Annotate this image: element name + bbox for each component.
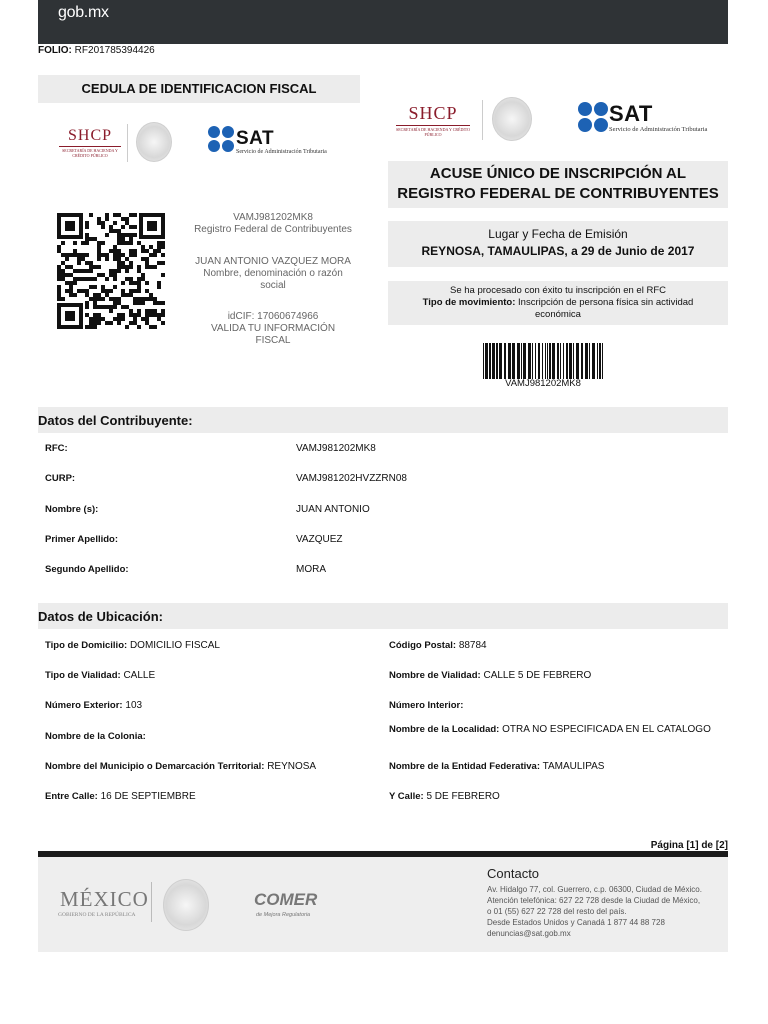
shcp-logo-left: [55, 127, 125, 158]
shcp-logo-right: [392, 103, 474, 137]
ubicacion-label: Y Calle:: [389, 791, 424, 802]
ubicacion-value: DOMICILIO FISCAL: [129, 640, 220, 651]
ubicacion-value: 5 DE FEBRERO: [426, 791, 500, 802]
logo-divider: [127, 124, 128, 162]
shcp-subtitle: SECRETARÍA DE HACIENDA Y CRÉDITO PÚBLICO: [62, 148, 118, 158]
ubicacion-cell: [45, 731, 375, 742]
qr-code-icon: [57, 213, 165, 329]
lugar-label: Lugar y Fecha de Emisión: [488, 227, 628, 241]
lugar-fecha-box: [388, 221, 728, 267]
ubicacion-value: 88784: [458, 640, 487, 651]
logo-divider: [482, 100, 483, 140]
sat-word: SAT: [236, 128, 275, 149]
ubicacion-cell: [389, 640, 721, 651]
ubicacion-label: Nombre de la Localidad:: [389, 724, 500, 735]
comer-subtitle: de Mejora Regulatoria: [256, 912, 311, 918]
ubicacion-label: Número Interior:: [389, 700, 464, 711]
contribuyente-label: Segundo Apellido:: [45, 564, 129, 575]
contact-line: Av. Hidalgo 77, col. Guerrero, c.p. 06300, Ciudad de México.: [487, 885, 702, 894]
ubicacion-label: Nombre de Vialidad:: [389, 670, 481, 681]
sat-word: SAT: [609, 101, 653, 126]
page-number: Página [1] de [2]: [650, 840, 728, 851]
folio-value: RF201785394426: [74, 45, 155, 56]
cedula-idcif: idCIF: 17060674966: [227, 311, 319, 322]
mexico-subtitle: GOBIERNO DE LA REPÚBLICA: [58, 912, 136, 918]
shcp-word: SHCP: [67, 127, 113, 144]
contribuyente-value: VAMJ981202MK8: [296, 443, 376, 454]
contact-line: o 01 (55) 627 22 728 del resto del país.: [487, 907, 627, 916]
ubicacion-label: Nombre de la Colonia:: [45, 731, 146, 742]
folio-label: FOLIO:: [38, 45, 72, 56]
contribuyente-label: Nombre (s):: [45, 504, 99, 515]
shcp-subtitle: SECRETARÍA DE HACIENDA Y CRÉDITO PÚBLICO: [396, 127, 470, 137]
ubicacion-label: Nombre del Municipio o Demarcación Territorial:: [45, 761, 265, 772]
contact-email[interactable]: denuncias@sat.gob.mx: [487, 929, 571, 938]
sat-dots-icon: [578, 102, 608, 132]
folio: [38, 45, 155, 56]
ubicacion-label: Número Exterior:: [45, 700, 123, 711]
lugar-value: REYNOSA, TAMAULIPAS, a 29 de Junio de 2017: [421, 244, 695, 258]
contribuyente-label: RFC:: [45, 443, 68, 454]
contribuyente-label: Primer Apellido:: [45, 534, 119, 545]
ubicacion-value: OTRA NO ESPECIFICADA EN EL CATALOGO: [502, 724, 711, 735]
sat-subtitle: Servicio de Administración Tributaria: [609, 126, 708, 133]
mexico-seal-icon: [136, 122, 172, 162]
acuse-title-line1: ACUSE ÚNICO DE INSCRIPCIÓN AL: [429, 165, 687, 182]
ubicacion-cell: [45, 791, 375, 802]
contribuyente-value: VAZQUEZ: [296, 534, 343, 545]
ubicacion-cell: [45, 640, 375, 651]
procesado-box: [388, 281, 728, 325]
contact-line: Desde Estados Unidos y Canadá 1 877 44 88 728: [487, 918, 665, 927]
gobmx-logo: gob.mx: [58, 4, 109, 21]
mexico-logo: MÉXICO: [60, 887, 149, 911]
movimiento-label: Tipo de movimiento:: [422, 297, 516, 308]
contribuyente-value: JUAN ANTONIO: [296, 504, 370, 515]
ubicacion-cell: [389, 791, 721, 802]
acuse-title-line2: REGISTRO FEDERAL DE CONTRIBUYENTES: [397, 185, 719, 202]
ubicacion-cell: [389, 761, 721, 772]
contribuyente-value: MORA: [296, 564, 326, 575]
cedula-name-caption: Nombre, denominación o razón social: [203, 268, 343, 291]
ubicacion-value: CALLE: [123, 670, 156, 681]
ubicacion-value: REYNOSA: [267, 761, 317, 772]
contact-body: [487, 884, 717, 939]
procesado-text: Se ha procesado con éxito tu inscripción en el RFC: [450, 285, 666, 296]
footer-divider: [151, 882, 152, 922]
cedula-rfc-caption: Registro Federal de Contribuyentes: [194, 224, 352, 235]
acuse-title: [388, 161, 728, 208]
ubicacion-label: Tipo de Vialidad:: [45, 670, 121, 681]
ubicacion-cell: [45, 670, 375, 681]
contribuyente-header: Datos del Contribuyente:: [38, 407, 728, 433]
ubicacion-label: Código Postal:: [389, 640, 457, 651]
top-bar: [38, 0, 728, 44]
ubicacion-cell: [389, 724, 721, 736]
ubicacion-cell: [389, 670, 721, 681]
ubicacion-label: Tipo de Domicilio:: [45, 640, 128, 651]
contact-title: Contacto: [487, 866, 540, 881]
sat-dots-icon: [208, 126, 234, 152]
cedula-title: CEDULA DE IDENTIFICACION FISCAL: [38, 75, 360, 103]
ubicacion-cell: [389, 700, 721, 711]
ubicacion-label: Entre Calle:: [45, 791, 98, 802]
contact-line: Atención telefónica: 627 22 728 desde la Ciudad de México,: [487, 896, 701, 905]
contribuyente-label: CURP:: [45, 473, 76, 484]
sat-subtitle: Servicio de Administración Tributaria: [236, 149, 327, 155]
ubicacion-header: Datos de Ubicación:: [38, 603, 728, 629]
mexico-seal-icon: [163, 879, 209, 931]
ubicacion-cell: [45, 700, 375, 711]
comer-logo: COMER: [254, 890, 318, 909]
barcode-text: VAMJ981202MK8: [505, 378, 581, 389]
mexico-seal-icon: [492, 97, 532, 141]
ubicacion-value: TAMAULIPAS: [542, 761, 605, 772]
ubicacion-value: 103: [125, 700, 143, 711]
cedula-name: JUAN ANTONIO VAZQUEZ MORA: [195, 256, 351, 267]
movimiento: [388, 297, 728, 321]
movimiento-value: Inscripción de persona física sin actividad económica: [518, 297, 694, 320]
contribuyente-value: VAMJ981202HVZZRN08: [296, 473, 407, 484]
ubicacion-cell: [45, 761, 375, 772]
shcp-word: SHCP: [408, 103, 458, 123]
ubicacion-label: Nombre de la Entidad Federativa:: [389, 761, 540, 772]
ubicacion-value: CALLE 5 DE FEBRERO: [483, 670, 592, 681]
barcode-icon: [483, 343, 603, 379]
cedula-rfc: VAMJ981202MK8: [233, 212, 313, 223]
ubicacion-value: 16 DE SEPTIEMBRE: [100, 791, 196, 802]
cedula-valida: VALIDA TU INFORMACIÓN FISCAL: [210, 323, 336, 346]
